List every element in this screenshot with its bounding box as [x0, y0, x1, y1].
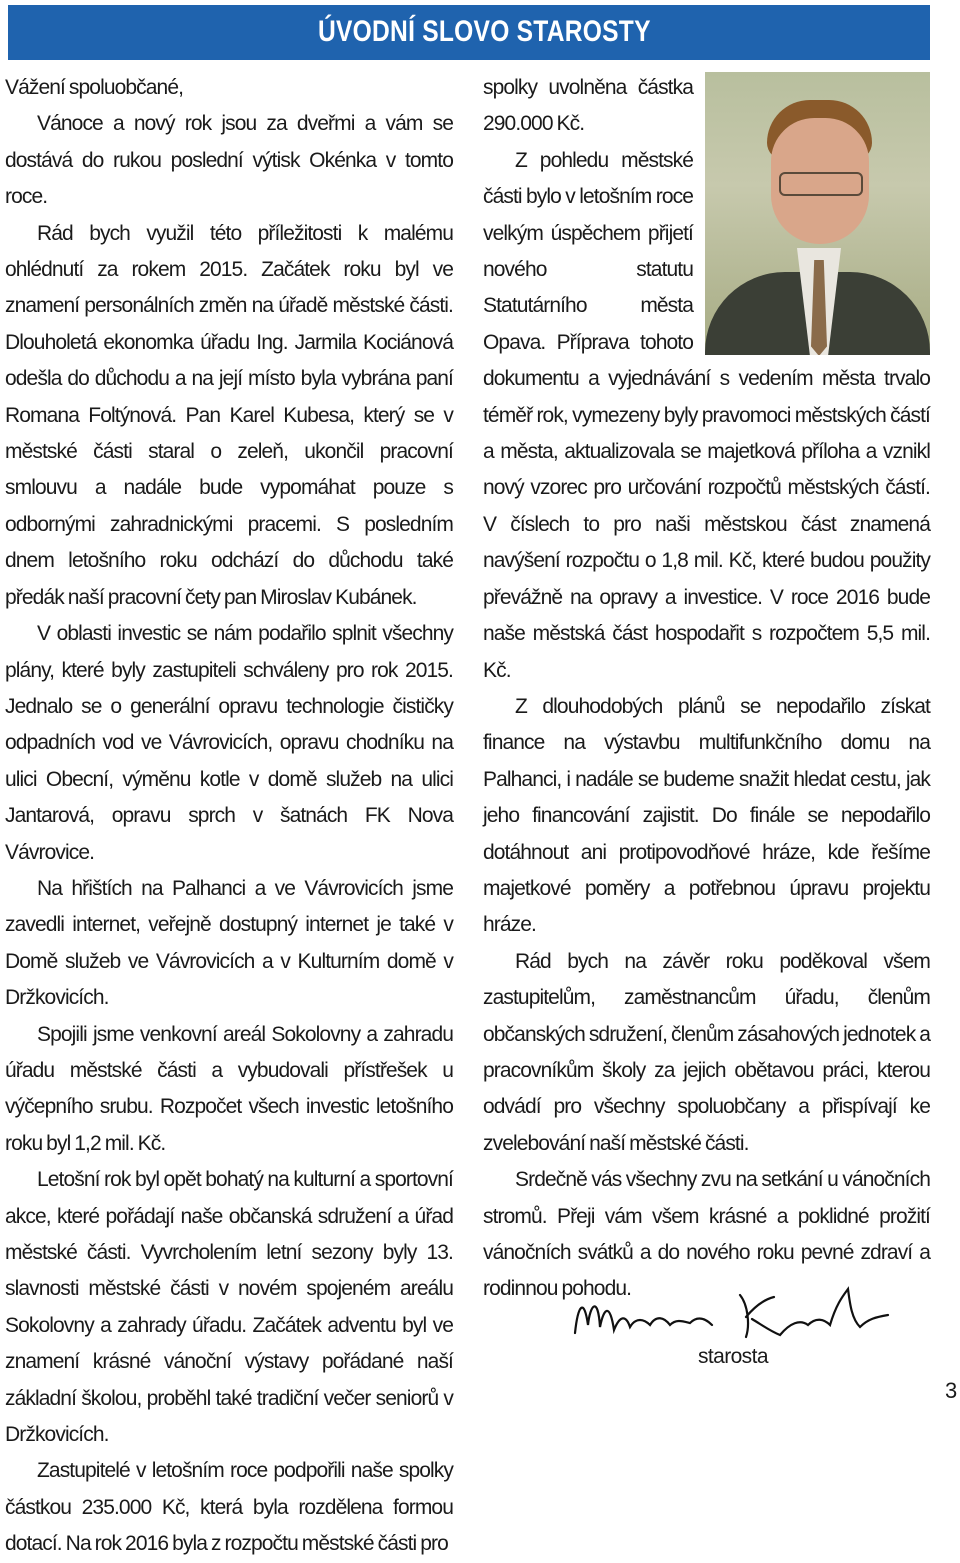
- paragraph: Srdečně vás všechny zvu na setkání u vánočních stromů. Přeji vám všem krásné a poklidné prožití vánočních svátků a do nového roku pevné zdraví a rodinnou pohodu.: [483, 1168, 930, 1301]
- paragraph: V oblasti investic se nám podařilo splnit všechny plány, které byly zastupiteli schváleny pro rok 2015. Jednalo se o generální opravu technologie čističky odpadních vod ve Vávrovicích, opravu chodníku na ulici Obecní, výměnu kotle v domě služeb na ulici Jantarová, opravu sprch v šatnách FK Nova Vávrovice.: [5, 622, 453, 864]
- paragraph: Rád bych využil této příležitosti k malému ohlédnutí za rokem 2015. Začátek roku byl ve znamení personálních změn na úřadě městské části. Dlouholetá ekonomka úřadu Ing. Jarmila Kociánová odešla do důchodu a na její místo byla vybrána paní Romana Foltýnová. Pan Karel Kubesa, který se v městské části staral o zeleň, ukončil pracovní smlouvu a nadále bude vypomáhat pouze s odbornými zahradnickými pracemi. S posledním dnem letošního roku odchází do důchodu také předák naší pracovní čety pan Miroslav Kubánek.: [5, 221, 453, 609]
- paragraph: Letošní rok byl opět bohatý na kulturní a sportovní akce, které pořádají naše občanská sdružení a úřad městské části. Vyvrcholením letní sezony byly 13. slavnosti městské části v novém spojeném areálu Sokolovny a zahrady úřadu. Začátek adventu byl ve znamení krásné vánoční výstavy pořádané naší základní školou, proběhl také tradiční večer seniorů v Držkovicích.: [5, 1168, 453, 1447]
- paragraph: Z pohledu městské části bylo v letošním roce velkým úspěchem přijetí nového statutu Statutárního města Opava. Příprava tohoto dokumentu a vyjednávání s vedením města trvalo téměř rok, vymezeny byly pravomoci městských částí a města, aktualizovala se majetková příloha a vznikl nový vzorec pro určování rozpočtů městských částí. V číslech to pro naši městskou část znamená navýšení rozpočtu o 1,8 mil. Kč, které budou použity převážně na opravy a investice. V roce 2016 bude naše městská část hospodařit s rozpočtem 5,5 mil. Kč.: [483, 148, 930, 682]
- handwritten-signature: [570, 1275, 900, 1355]
- page-number: 3: [945, 1378, 958, 1403]
- signature-role: starosta: [698, 1345, 768, 1368]
- paragraph: Vánoce a nový rok jsou za dveřmi a vám se dostává do rukou poslední výtisk Okénka v tomto roce.: [5, 112, 453, 209]
- greeting: Vážení spoluobčané,: [5, 76, 184, 99]
- right-column: [483, 70, 930, 1308]
- paragraph: Spojili jsme venkovní areál Sokolovny a zahradu úřadu městské části a vybudovali přístřešek u výčepního srubu. Rozpočet všech investic letošního roku byl 1,2 mil. Kč.: [5, 1022, 453, 1155]
- paragraph: Rád bych na závěr roku poděkoval všem zastupitelům, zaměstnancům úřadu, členům občanských sdružení, členům zásahových jednotek a pracovníkům školy za jejich obětavou práci, kterou odvádí pro všechny spoluobčany a přispívají ke zvelebování naší městské části.: [483, 949, 931, 1155]
- mayor-portrait-photo: [705, 72, 930, 355]
- paragraph: Na hřištích na Palhanci a ve Vávrovicích jsme zavedli internet, veřejně dostupný internet je také v Domě služeb ve Vávrovicích a v Kulturním domě v Držkovicích.: [5, 876, 453, 1010]
- paragraph: Z dlouhodobých plánů se nepodařilo získat finance na výstavbu multifunkčního domu na Palhanci, i nadále se budeme snažit hledat cestu, jak jeho financování zajistit. Do finále se nepodařilo dotáhnout ani protipovodňové hráze, kde řešíme majetkové poměry a potřebnou úpravu projektu hráze.: [483, 694, 930, 937]
- paragraph: Zastupitelé v letošním roce podpořili naše spolky částkou 235.000 Kč, která byla rozdělena formou dotací. Na rok 2016 byla z rozpočtu městské části pro: [5, 1459, 453, 1556]
- page-header: [8, 5, 930, 60]
- page-title: ÚVODNÍ SLOVO STAROSTY: [318, 15, 651, 48]
- paragraph-continuation: spolky uvolněna částka 290.000 Kč.: [483, 76, 693, 136]
- left-column: [5, 70, 453, 1563]
